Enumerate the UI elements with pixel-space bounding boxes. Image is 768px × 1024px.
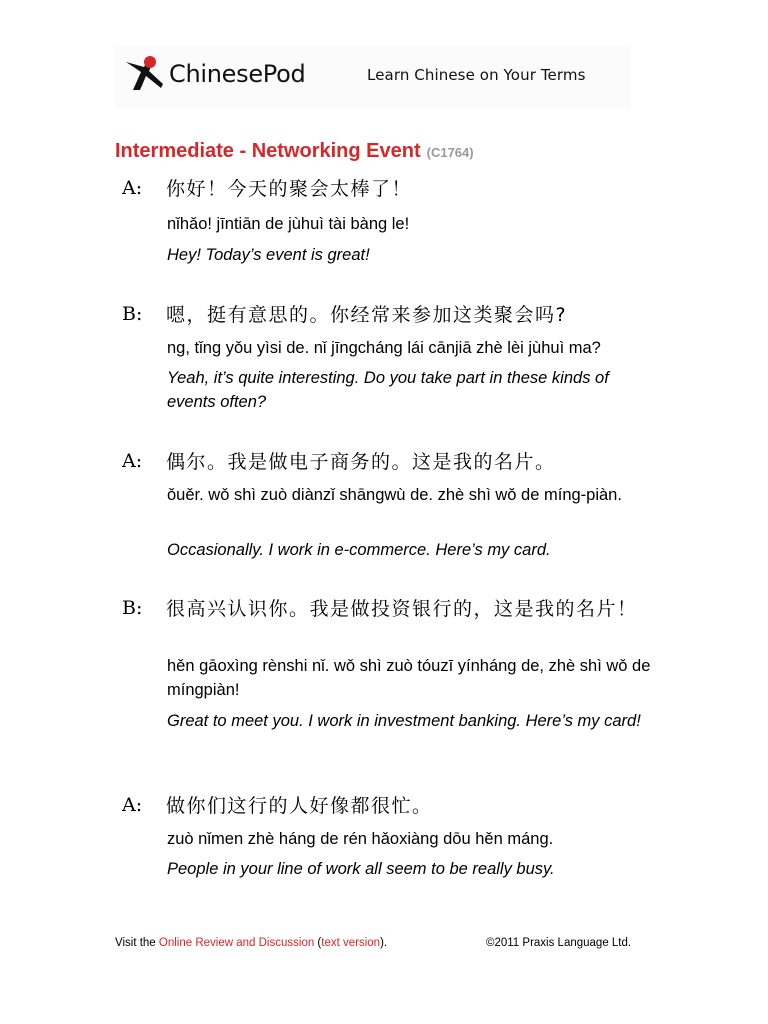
footer-paren-close: ).: [380, 937, 388, 949]
online-review-link[interactable]: Online Review and Discussion: [158, 937, 315, 949]
chinesepod-logo[interactable]: [123, 52, 305, 96]
chinese-line: 嗯，挺有意思的。你经常来参加这类聚会吗?: [166, 304, 568, 326]
brand-name: ChinesePod: [169, 60, 306, 88]
pinyin-line: nǐhǎo! jīntiān de jùhuì tài bàng le!: [167, 215, 410, 233]
tagline: Learn Chinese on Your Terms: [367, 66, 586, 84]
lesson-title-text: Intermediate - Networking Event: [115, 140, 421, 162]
chinese-line: 你好！今天的聚会太棒了！: [166, 178, 413, 200]
lesson-code: (C1764): [426, 145, 474, 160]
pinyin-line: hěn gāoxìng rènshi nǐ. wǒ shì zuò tóuzī yínháng de, zhè shì wǒ de míngpiàn!: [167, 657, 651, 699]
speaker-label: A:: [122, 450, 143, 472]
speaker-label: A:: [122, 794, 143, 816]
speaker-label: B:: [122, 303, 143, 325]
english-line: Occasionally. I work in e-commerce. Here’s my card.: [167, 541, 551, 559]
pinyin-line: ng, tǐng yǒu yìsi de. nǐ jīngcháng lái cānjiā zhè lèi jùhuì ma?: [167, 339, 601, 357]
chinesepod-figure-icon: [123, 52, 165, 96]
english-line: Great to meet you. I work in investment banking. Here’s my card!: [167, 712, 641, 730]
speaker-label: A:: [122, 177, 143, 199]
footer-paren-open: (: [314, 937, 322, 949]
english-line: Yeah, it’s quite interesting. Do you take part in these kinds of events often?: [167, 369, 609, 411]
footer-visit-text: Visit the: [115, 937, 159, 949]
page-header: [115, 46, 630, 108]
chinese-line: 做你们这行的人好像都很忙。: [166, 795, 433, 817]
copyright-notice: ©2011 Praxis Language Ltd.: [486, 937, 632, 949]
pinyin-line: zuò nǐmen zhè háng de rén hǎoxiàng dōu hěn máng.: [167, 830, 554, 848]
pinyin-line: ǒuěr. wǒ shì zuò diànzǐ shāngwù de. zhè shì wǒ de míng-piàn.: [167, 486, 622, 504]
chinese-line: 很高兴认识你。我是做投资银行的，这是我的名片！: [166, 598, 638, 620]
english-line: Hey! Today’s event is great!: [167, 246, 370, 264]
lesson-title: [115, 140, 474, 163]
english-line: People in your line of work all seem to be really busy.: [167, 860, 555, 878]
text-version-link[interactable]: text version: [321, 937, 381, 949]
chinese-line: 偶尔。我是做电子商务的。这是我的名片。: [166, 451, 556, 473]
footer-review-note: [115, 937, 387, 949]
speaker-label: B:: [122, 597, 143, 619]
